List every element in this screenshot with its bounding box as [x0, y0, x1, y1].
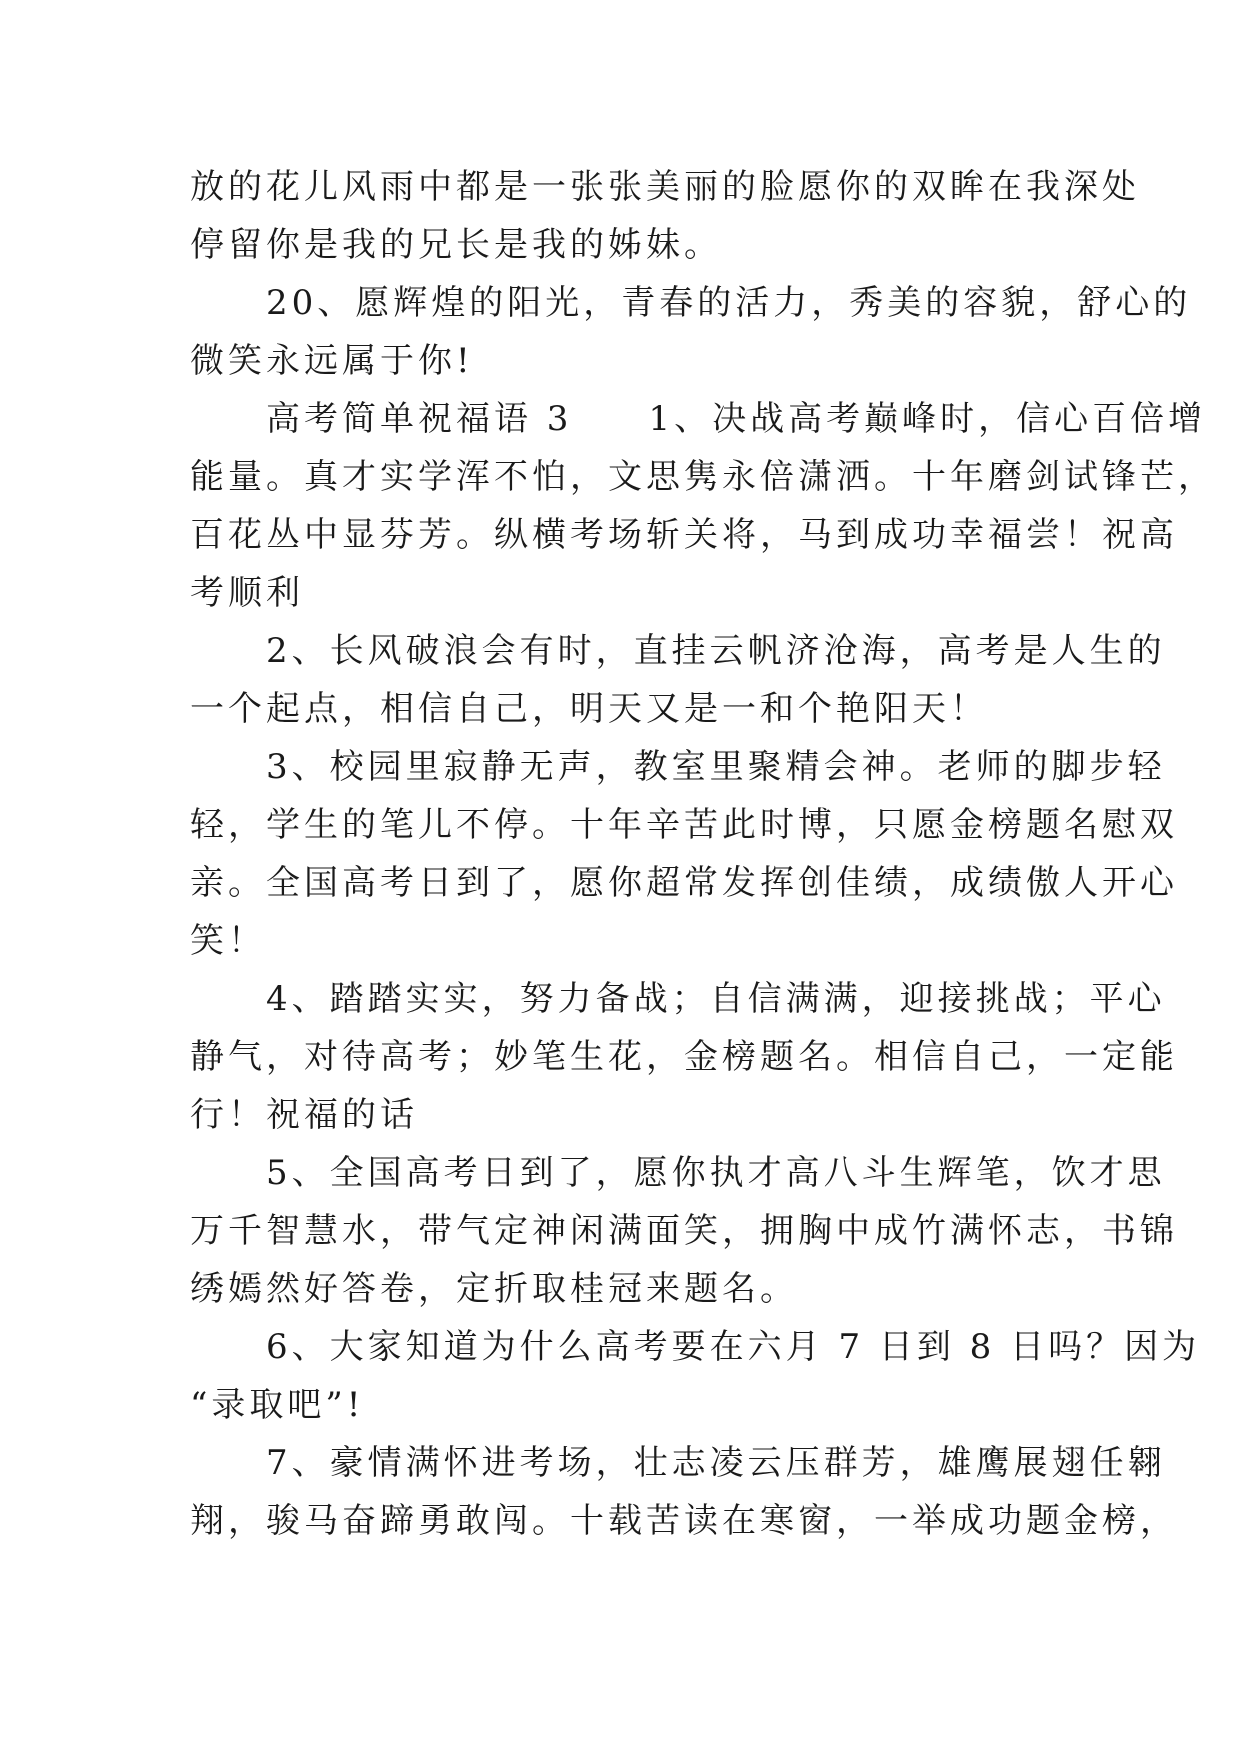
text-line: 20、愿辉煌的阳光，青春的活力，秀美的容貌，舒心的 [190, 283, 1192, 323]
text-line: 能量。真才实学浑不怕，文思隽永倍潇洒。十年磨剑试锋芒， [190, 457, 1216, 497]
text-line: 百花丛中显芬芳。纵横考场斩关将，马到成功幸福尝！祝高 [190, 515, 1178, 555]
text-line: 万千智慧水，带气定神闲满面笑，拥胸中成竹满怀志，书锦 [190, 1211, 1178, 1251]
text-line: 一个起点，相信自己，明天又是一和个艳阳天！ [190, 689, 988, 729]
text-line: 亲。全国高考日到了，愿你超常发挥创佳绩，成绩傲人开心 [190, 863, 1178, 903]
text-line: 放的花儿风雨中都是一张张美丽的脸愿你的双眸在我深处 [190, 167, 1140, 207]
text-line: 考顺利 [190, 573, 304, 613]
text-line: 翔，骏马奋蹄勇敢闯。十载苦读在寒窗，一举成功题金榜， [190, 1501, 1178, 1541]
text-line: 高考简单祝福语 3 1、决战高考巅峰时，信心百倍增 [190, 399, 1207, 439]
text-line: 行！祝福的话 [190, 1095, 418, 1135]
text-line: 6、大家知道为什么高考要在六月 7 日到 8 日吗？因为 [190, 1327, 1201, 1367]
text-line: 2、长风破浪会有时，直挂云帆济沧海，高考是人生的 [190, 631, 1166, 671]
text-line: 3、校园里寂静无声，教室里聚精会神。老师的脚步轻 [190, 747, 1166, 787]
text-line: 7、豪情满怀进考场，壮志凌云压群芳，雄鹰展翅任翱 [190, 1443, 1166, 1483]
document-body [190, 158, 1216, 1550]
text-line: 微笑永远属于你! [190, 341, 474, 381]
text-line: 轻，学生的笔儿不停。十年辛苦此时博，只愿金榜题名慰双 [190, 805, 1178, 845]
text-line: “录取吧”! [190, 1385, 365, 1425]
text-line: 5、全国高考日到了，愿你执才高八斗生辉笔，饮才思 [190, 1153, 1166, 1193]
text-line: 绣嫣然好答卷，定折取桂冠来题名。 [190, 1269, 798, 1309]
text-line: 静气，对待高考；妙笔生花，金榜题名。相信自己，一定能 [190, 1037, 1178, 1077]
text-line: 停留你是我的兄长是我的姊妹。 [190, 225, 722, 265]
text-line: 4、踏踏实实，努力备战；自信满满，迎接挑战；平心 [190, 979, 1166, 1019]
text-line: 笑！ [190, 921, 266, 961]
